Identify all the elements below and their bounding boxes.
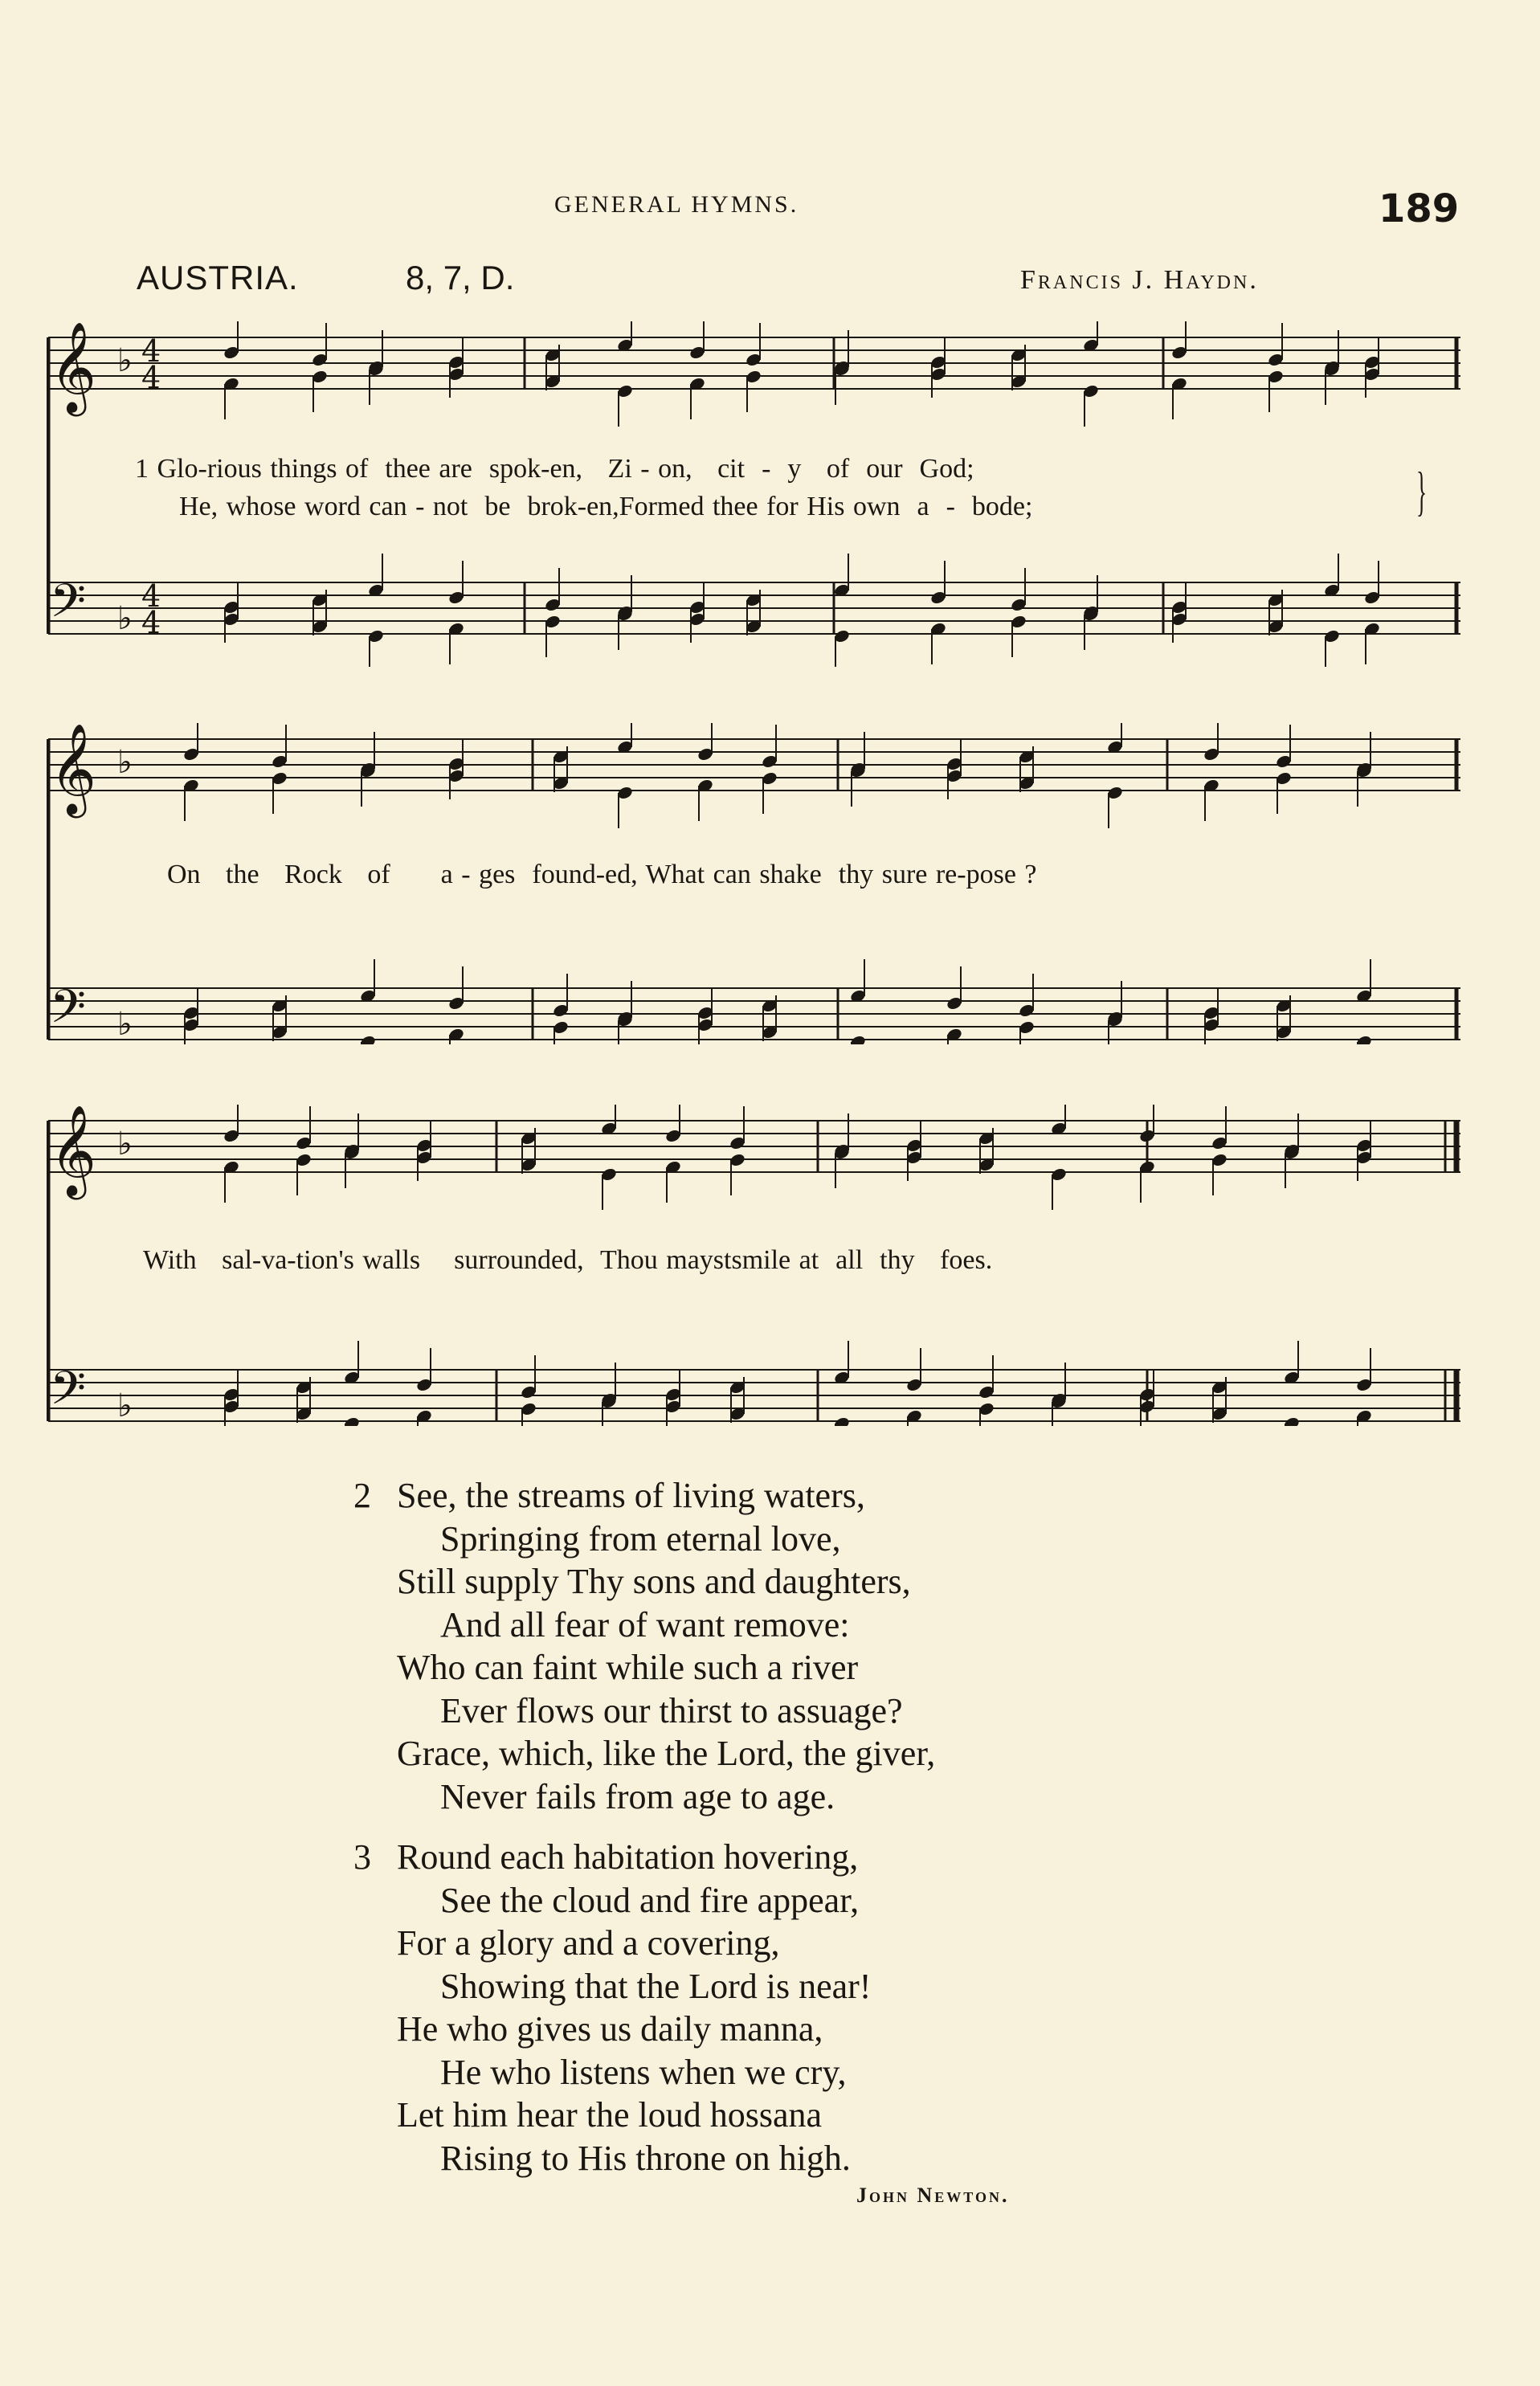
music-system-3 (47, 1105, 1460, 1426)
bass-clef-icon: 𝄢 (50, 574, 87, 639)
key-flat-icon: ♭ (117, 600, 133, 637)
stanza-2 (353, 1474, 935, 1818)
lyric-line-2: On the Rock of a - ges found-ed, What can shake thy sure re-pose ? (167, 860, 1037, 889)
time-signature-bottom: 4 (141, 605, 161, 640)
stanza-3 (353, 1836, 871, 2180)
stanza-line: Who can faint while such a river (397, 1648, 859, 1687)
stanza-line: Never fails from age to age. (440, 1776, 835, 1816)
stanza-line: Ever flows our thirst to assuage? (440, 1690, 903, 1730)
time-signature-top: 4 (141, 333, 161, 369)
stanza-line: See, the streams of living waters, (397, 1476, 865, 1515)
composer: Francis J. Haydn. (1020, 265, 1259, 295)
key-flat-icon: ♭ (117, 744, 133, 781)
running-head: GENERAL HYMNS. (554, 191, 799, 218)
bass-clef-icon: 𝄢 (50, 1361, 87, 1426)
stanza-line: Still supply Thy sons and daughters, (397, 1562, 911, 1601)
treble-clef-icon: 𝄞 (50, 1105, 96, 1196)
lyric-line-1-verse-2: He, whose word can - not be brok-en,Formed thee for His own a - bode; (179, 492, 1033, 521)
hymn-author: John Newton. (856, 2184, 1010, 2207)
key-flat-icon: ♭ (117, 1006, 133, 1043)
music-system-2 (47, 723, 1460, 1044)
time-signature-bottom: 4 (141, 360, 161, 395)
stanza-number: 3 (353, 1837, 371, 1877)
stanza-line: Showing that the Lord is near! (440, 1966, 872, 2006)
tune-name: AUSTRIA. (137, 259, 299, 296)
stanza-line: For a glory and a covering, (397, 1923, 780, 1963)
key-flat-icon: ♭ (117, 342, 133, 379)
stanza-line: He who listens when we cry, (440, 2052, 847, 2092)
stanza-line: See the cloud and fire appear, (440, 1880, 860, 1920)
key-flat-icon: ♭ (117, 1387, 133, 1424)
page-number: 189 (1379, 186, 1460, 231)
stanza-line: Rising to His throne on high. (440, 2138, 851, 2178)
stanza-line: Round each habitation hovering, (397, 1837, 859, 1877)
stanza-line: And all fear of want remove: (440, 1604, 850, 1644)
key-flat-icon: ♭ (117, 1126, 133, 1162)
music-system-1 (47, 321, 1460, 667)
tune-meter: 8, 7, D. (406, 259, 515, 296)
lyric-line-3: With sal-va-tion's walls surrounded, Thou maystsmile at all thy foes. (143, 1245, 993, 1275)
stanza-number: 2 (353, 1476, 371, 1515)
stanza-line: Springing from eternal love, (440, 1518, 841, 1559)
bass-clef-icon: 𝄢 (50, 979, 87, 1044)
treble-clef-icon: 𝄞 (50, 723, 96, 815)
stanza-line: He who gives us daily manna, (397, 2009, 823, 2049)
treble-clef-icon: 𝄞 (50, 321, 96, 413)
stanza-line: Grace, which, like the Lord, the giver, (397, 1734, 936, 1773)
lyric-line-1-verse-1: 1 Glo-rious things of thee are spok-en, Zi - on, cit - y of our God; (135, 454, 974, 484)
lyric-brace: } (1416, 460, 1428, 521)
stanza-line: Let him hear the loud hossana (397, 2095, 823, 2135)
time-signature-top: 4 (141, 578, 161, 614)
